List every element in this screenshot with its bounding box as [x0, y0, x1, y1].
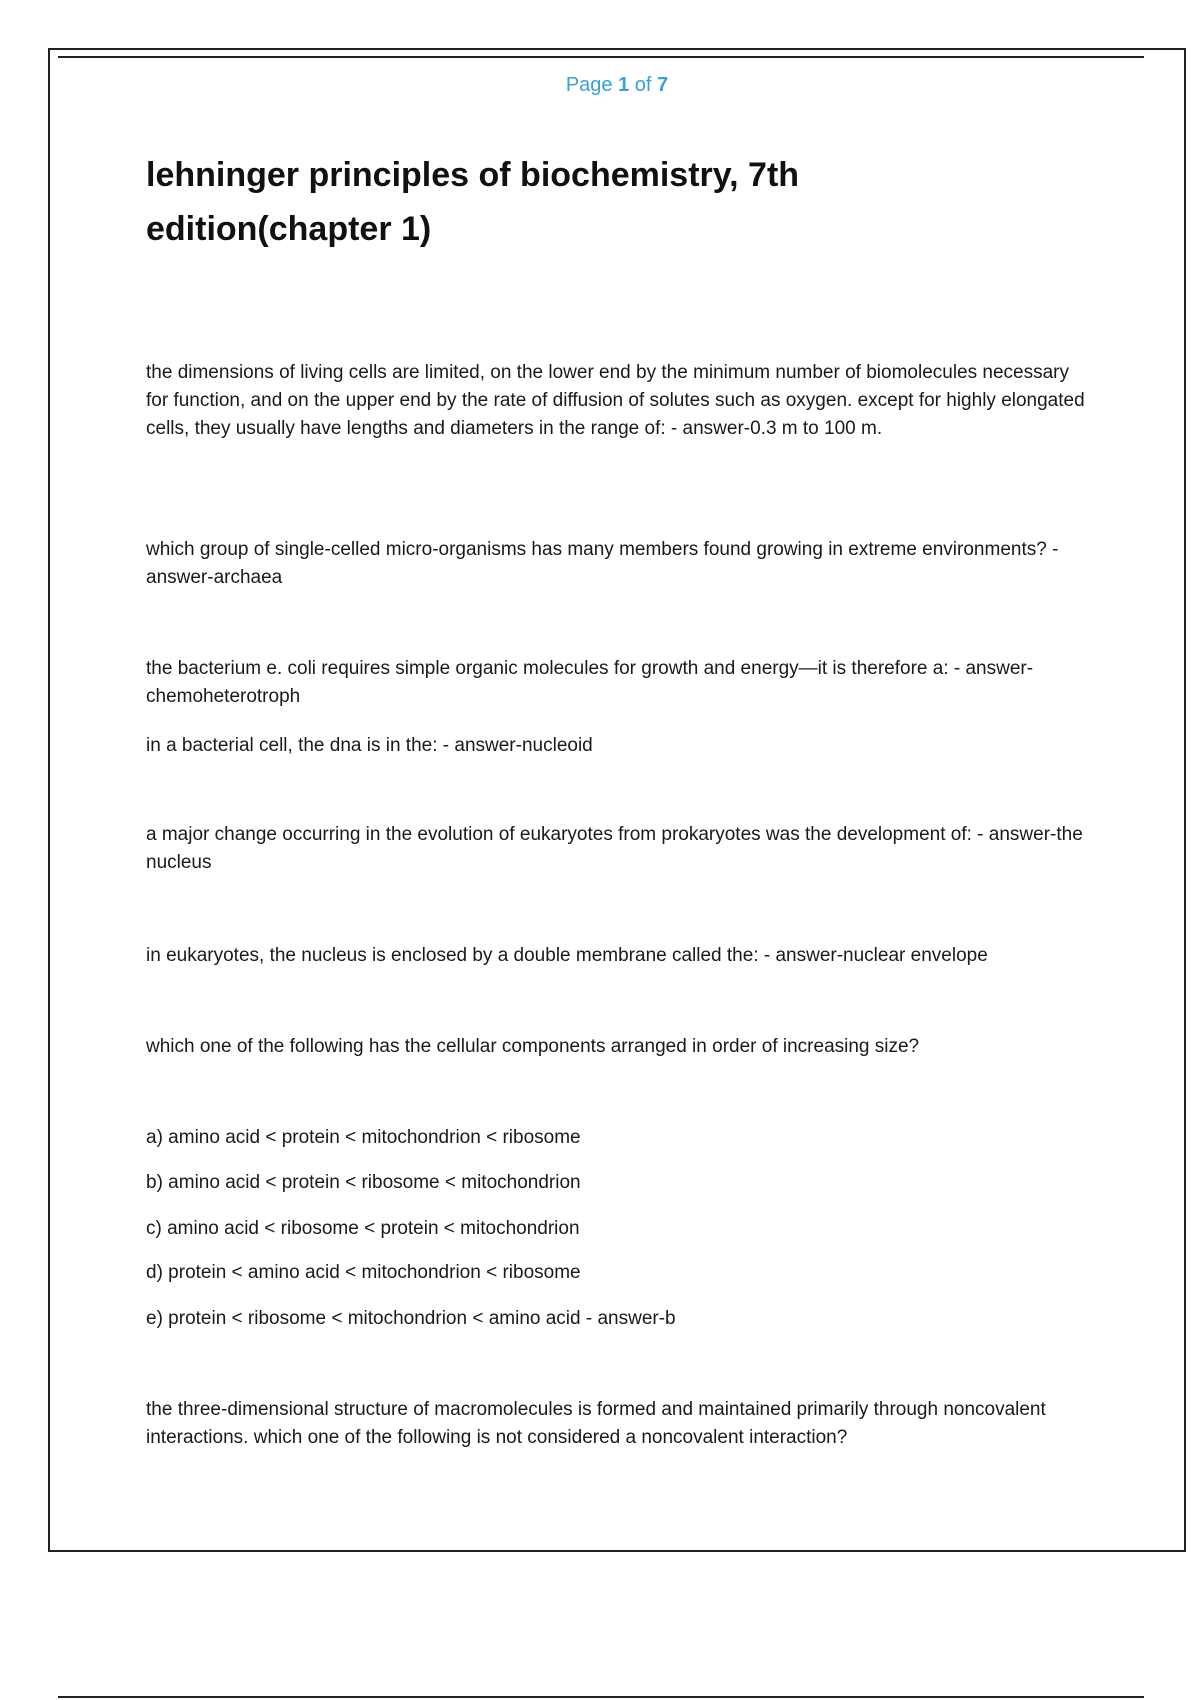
option-a: a) amino acid < protein < mitochondrion < ribosome: [146, 1127, 581, 1148]
page-total: 7: [657, 74, 669, 96]
question-7: which one of the following has the cellular components arranged in order of increasing size?: [146, 1036, 920, 1057]
page-current: 1: [618, 74, 630, 96]
question-answer-6: in eukaryotes, the nucleus is enclosed by a double membrane called the: - answer-nuclear envelope: [146, 945, 988, 966]
question-8: the three-dimensional structure of macromolecules is formed and maintained primarily through noncovalent interactions. which one of the following is not considered a noncovalent interaction?: [146, 1399, 1046, 1448]
bottom-rule: [58, 1696, 1144, 1698]
question-answer-5: a major change occurring in the evolution of eukaryotes from prokaryotes was the development of: - answer-the nucleus: [146, 824, 1083, 873]
option-e: e) protein < ribosome < mitochondrion < amino acid - answer-b: [146, 1308, 676, 1329]
page-of: of: [634, 74, 652, 96]
question-answer-3: the bacterium e. coli requires simple organic molecules for growth and energy—it is therefore a: - answer-chemoheterotroph: [146, 658, 1034, 707]
question-answer-4: in a bacterial cell, the dna is in the: - answer-nucleoid: [146, 735, 593, 756]
option-b: b) amino acid < protein < ribosome < mitochondrion: [146, 1172, 581, 1193]
page-word: Page: [565, 74, 613, 96]
document-title: [146, 148, 1046, 256]
question-answer-2: which group of single-celled micro-organisms has many members found growing in extreme environments? - answer-archaea: [146, 539, 1059, 588]
question-answer-1: the dimensions of living cells are limited, on the lower end by the minimum number of biomolecules necessary for function, and on the upper end by the rate of diffusion of solutes such as oxygen. except for highly elongated cells, they usually have lengths and diameters in the range of: - answer-0.3 m to 100 m.: [146, 362, 1085, 439]
option-c: c) amino acid < ribosome < protein < mitochondrion: [146, 1218, 580, 1239]
title-line-2: edition(chapter 1): [146, 210, 432, 248]
title-line-1: lehninger principles of biochemistry, 7th: [146, 156, 800, 194]
page-indicator: [0, 74, 1200, 97]
option-d: d) protein < amino acid < mitochondrion < ribosome: [146, 1262, 581, 1283]
